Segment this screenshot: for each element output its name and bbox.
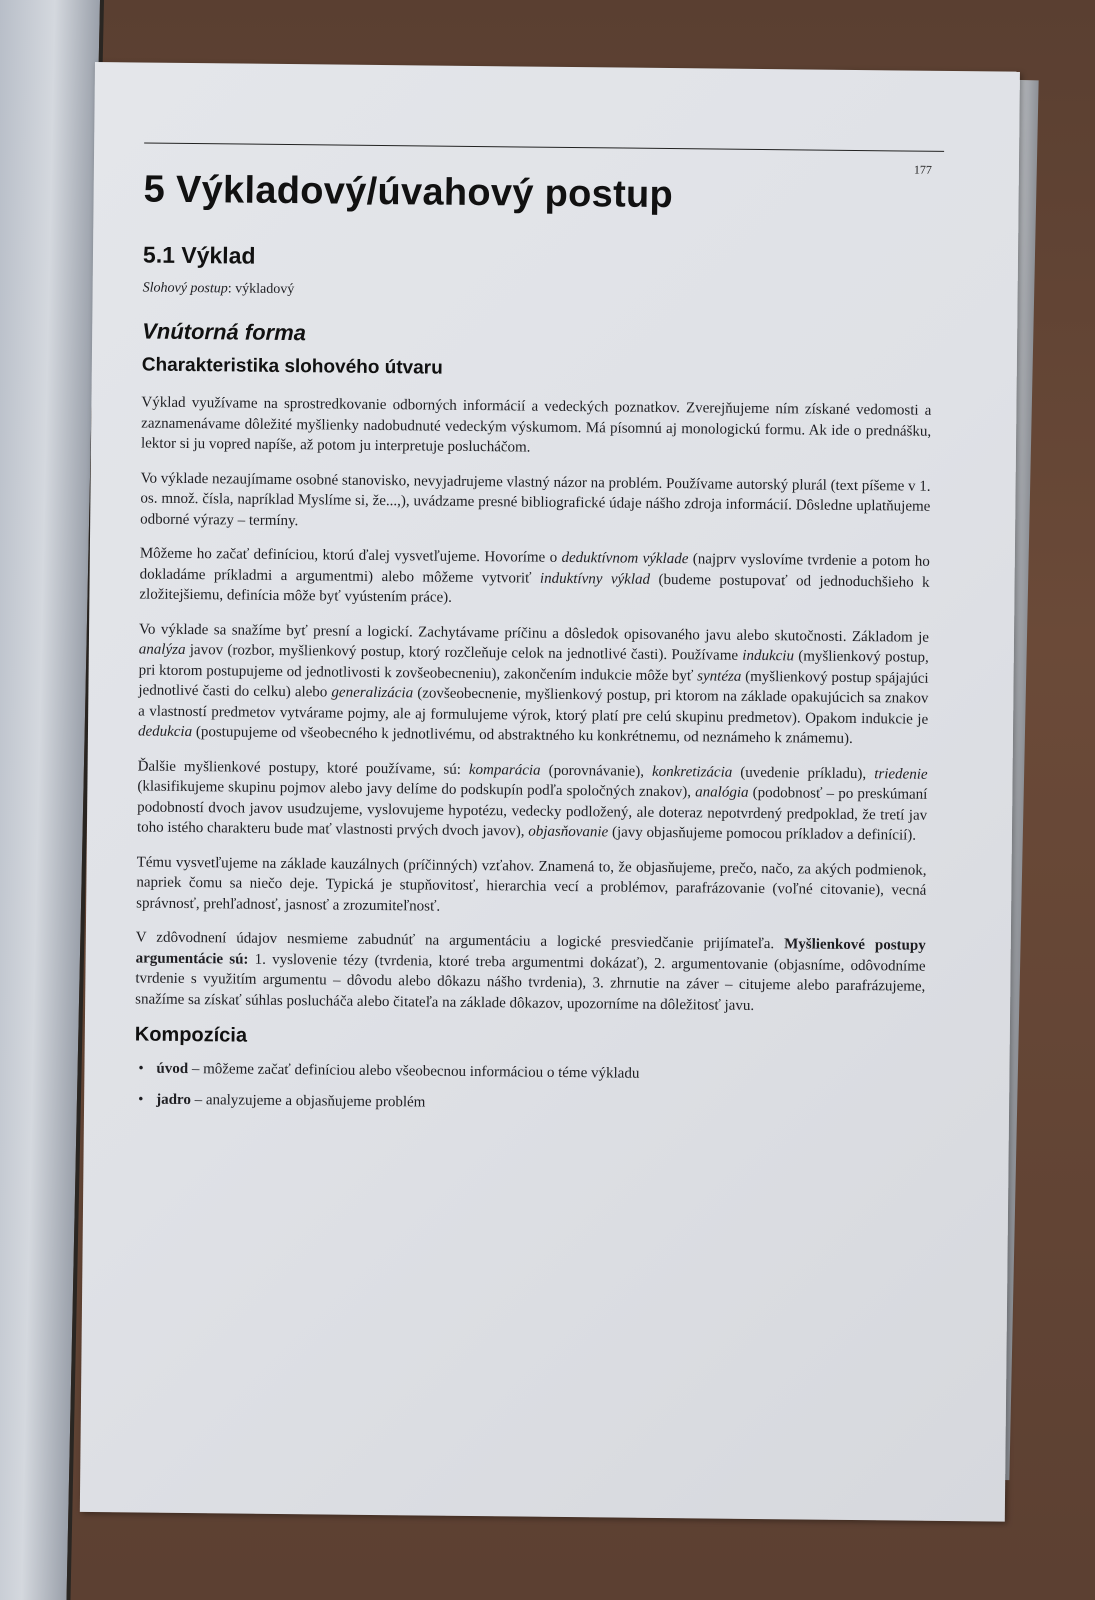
text: Ďalšie myšlienkové postupy, ktoré používame, sú: (137, 757, 470, 778)
style-line (143, 281, 933, 305)
term-synthesis: syntéza (697, 667, 742, 685)
style-label: Slohový postup (142, 280, 228, 297)
composition-list (134, 1060, 924, 1116)
paragraph-3 (139, 543, 930, 613)
list-text: – analyzujeme a objasňujeme problém (190, 1092, 426, 1111)
paragraph-6: Tému vysvetľujeme na základe kauzálnych (príčinných) vzťahov. Znamená to, že objasňujeme, prečo, načo, za akých podmienok, napriek čomu sa niečo deje. Typická je stupňovitosť, hierarchia vecí a problémov, parafrázovanie (voľné citovanie), vecná správnosť, prehľadnosť, jasnosť a zrozumiteľnosť. (136, 853, 927, 915)
book-page (80, 62, 1020, 1522)
text: javov (rozbor, myšlienkový postup, ktorý rozčleňuje celok na jednotlivé časti). Používame (185, 641, 743, 664)
list-term: jadro (156, 1091, 191, 1109)
text: Vo výklade sa snažíme byť presní a logickí. Zachytávame príčinu a dôsledok opisovaného javu alebo skutočnosti. Základom je (138, 620, 930, 646)
text: (myšlienkový postup spájajúci jednotlivé časti do celku) alebo (138, 668, 929, 701)
term-concretization: konkretizácia (651, 763, 733, 781)
paragraph-1: Výklad využívame na sprostredkovanie odborných informácií a vedeckých poznatkov. Zverejňujeme ním získané vedomosti a zaznamenávame dôležité myšlienky nadobudnuté vedeckým výskumom. Má písomnú aj monologickú formu. Ak ide o prednášku, lektor si ju vopred napíše, až potom ju interpretuje poslucháčom. (140, 394, 932, 456)
list-item (134, 1060, 924, 1085)
paragraph-5 (137, 756, 928, 846)
text: (uvedenie príkladu), (732, 764, 875, 782)
term-classification: triedenie (874, 765, 928, 783)
text: (porovnávanie), (540, 762, 653, 780)
text: (najprv vyslovíme tvrdenie a potom ho dokladáme príkladmi a argumentmi) alebo môžeme vytvoriť (139, 551, 930, 587)
text: Môžeme ho začať definíciou, ktorú ďalej vysvetľujeme. Hovoríme o (139, 545, 562, 566)
term-deduction: dedukcia (137, 723, 193, 741)
argumentation-heading: Myšlienkové postupy argumentácie sú: (135, 936, 926, 968)
section-title: 5.1 Výklad (142, 241, 256, 269)
term-deductive: deduktívnom výklade (561, 549, 689, 568)
text: V zdôvodnení údajov nesmieme zabudnúť na argumentáciu a logické presviedčanie prijímateľa. (135, 929, 785, 953)
paragraph-4 (138, 619, 929, 750)
page-content (134, 141, 934, 1131)
list-term: úvod (156, 1060, 189, 1078)
term-induction: indukciu (742, 647, 795, 665)
term-inductive: induktívny výklad (539, 570, 651, 588)
text: (postupujeme od všeobecného k jednotlivému, od abstraktného ku konkrétnemu, od neznámeho k známemu). (192, 724, 853, 747)
term-analogy: analógia (695, 784, 749, 801)
inner-form-title: Vnútorná forma (142, 318, 307, 346)
list-item (134, 1091, 924, 1116)
style-value: : výkladový (227, 281, 295, 298)
paragraph-2: Vo výklade nezaujímame osobné stanovisko, nevyjadrujeme vlastný názor na problém. Používame autorský plurál (text píšeme v 1. os. množ. čísla, napríklad Myslíme si, že...,), uvádzame presné bibliografické údaje nášho zdroja informácií. Dôsledne uplatňujeme odborné výrazy – termíny. (140, 470, 931, 529)
term-comparison: komparácia (468, 761, 541, 779)
text: (myšlienkový postup, pri ktorom postupujeme od jednotlivosti k zovšeobecneniu), zakončením indukcie môže byť (138, 648, 929, 684)
term-clarification: objasňovanie (528, 823, 609, 841)
list-text: – môžeme začať definíciou alebo všeobecnou informáciou o téme výkladu (188, 1061, 640, 1082)
text: (podobnosť – po preskúmaní podobností dvoch javov usudzujeme, vyslovujeme hypotézu, vedecky podložený, ale doteraz nepotvrdený predpoklad, že tretí jav toho istého charakteru bude mať vlastnosti prvých dvoch javov), (136, 784, 928, 840)
bullet-icon: • (138, 1091, 144, 1108)
page-number: 177 (913, 162, 932, 177)
term-analysis: analýza (138, 641, 186, 658)
text: 1. vyslovenie tézy (tvrdenia, ktoré treba argumentmi dokázať), 2. argumentovanie (objasníme, odôvodníme tvrdenie s využitím argumentu – dôvodu alebo dôkazu nášho tvrdenia), 3. zhrnutie na záver – citujeme alebo parafrázujeme, snažíme sa získať súhlas poslucháča alebo čitateľa na základe dôkazov, upozorníme na dôležitosť javu. (135, 951, 926, 1014)
text: (budeme postupovať od jednoduchšieho k zložitejšiemu, definícia môže byť vyústením práce). (139, 571, 930, 606)
characteristics-title: Charakteristika slohového útvaru (141, 354, 443, 379)
text: (klasifikujeme skupinu pojmov alebo javy delíme do podskupín podľa spoločných znakov), (137, 778, 696, 801)
text: (zovšeobecnenie, myšlienkový postup, pri ktorom na základe opakujúcich sa znakov a vlastností predmetov vytvárame pojmy, ale aj formulujeme výrok, ktorý platí pre celú skupinu predmetov). Opakom indukcie je (138, 685, 929, 728)
paragraph-7 (135, 927, 926, 1017)
text: (javy objasňujeme pomocou príkladov a definícií). (608, 824, 917, 844)
term-generalization: generalizácia (331, 684, 414, 702)
bullet-icon: • (138, 1060, 144, 1077)
composition-title: Kompozícia (134, 1023, 248, 1047)
chapter-title: 5 Výkladový/úvahový postup (143, 168, 674, 217)
